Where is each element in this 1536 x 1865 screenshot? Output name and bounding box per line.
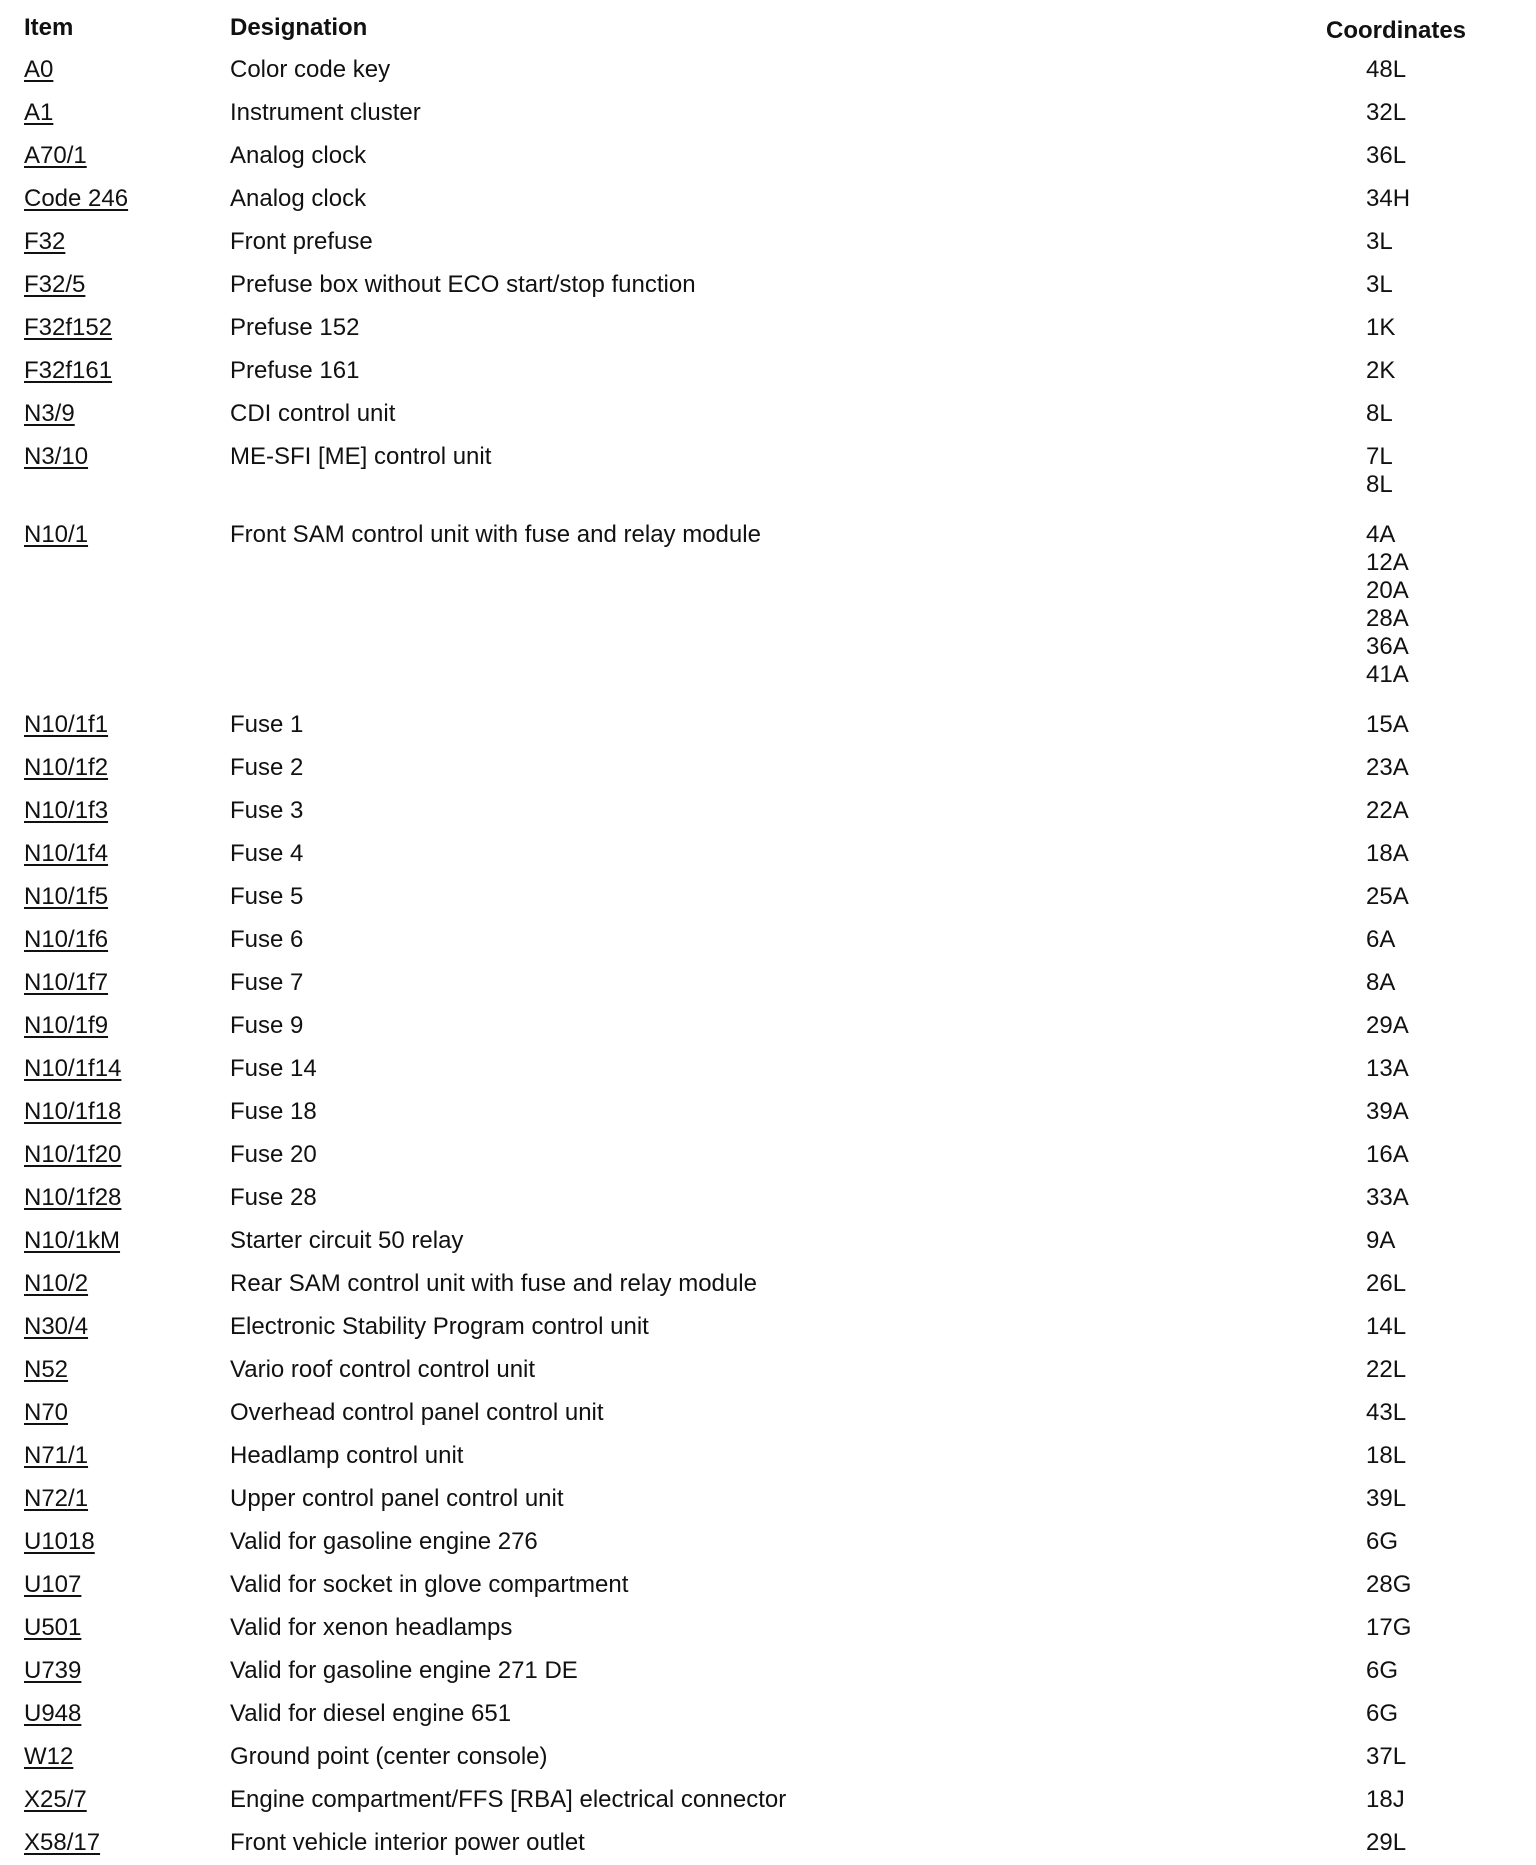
coordinates-cell <box>1366 49 1406 84</box>
coordinates-cell <box>1366 221 1393 256</box>
designation-text: Valid for socket in glove compartment <box>230 1571 629 1598</box>
table-row <box>0 1822 1536 1865</box>
item-link[interactable]: F32/5 <box>24 271 86 298</box>
designation-text: Analog clock <box>230 185 367 212</box>
coordinate-value: 34H <box>1366 185 1411 212</box>
coordinates-cell <box>1366 1435 1406 1470</box>
designation-text: Front prefuse <box>230 228 373 255</box>
designation-text: Fuse 20 <box>230 1141 317 1168</box>
coordinate-value: 18L <box>1366 1442 1407 1469</box>
item-link[interactable]: N10/1f18 <box>24 1098 122 1125</box>
table-row <box>0 514 1536 704</box>
item-link[interactable]: N3/9 <box>24 400 75 427</box>
designation-text: Front vehicle interior power outlet <box>230 1829 585 1856</box>
coordinate-value: 3L <box>1366 271 1393 298</box>
coordinate-value: 3L <box>1366 228 1393 255</box>
coordinates-cell <box>1366 1349 1406 1384</box>
coordinate-value: 18A <box>1366 840 1409 867</box>
coordinate-value: 6A <box>1366 926 1396 953</box>
item-link[interactable]: U501 <box>24 1614 82 1641</box>
item-link[interactable]: F32 <box>24 228 66 255</box>
coordinates-cell <box>1366 1736 1406 1771</box>
coordinate-value: 39L <box>1366 1485 1407 1512</box>
table-row <box>0 1048 1536 1091</box>
item-link[interactable]: U948 <box>24 1700 82 1727</box>
table-row <box>0 1736 1536 1779</box>
item-link[interactable]: N30/4 <box>24 1313 89 1340</box>
designation-text: Valid for xenon headlamps <box>230 1614 513 1641</box>
item-link[interactable]: N10/2 <box>24 1270 89 1297</box>
designation-text: Fuse 6 <box>230 926 304 953</box>
coordinate-value: 39A <box>1366 1098 1409 1125</box>
table-row <box>0 1091 1536 1134</box>
coordinate-value: 18J <box>1366 1786 1405 1813</box>
coordinate-value: 26L <box>1366 1270 1407 1297</box>
coordinates-cell <box>1366 92 1406 127</box>
designation-text: Ground point (center console) <box>230 1743 548 1770</box>
coordinate-value: 28G <box>1366 1571 1412 1598</box>
designation-text: Prefuse 152 <box>230 314 360 341</box>
coordinates-cell <box>1366 1134 1409 1169</box>
designation-text: Overhead control panel control unit <box>230 1399 604 1426</box>
table-row <box>0 264 1536 307</box>
item-link[interactable]: N3/10 <box>24 443 89 470</box>
item-link[interactable]: N10/1 <box>24 521 89 548</box>
coordinate-value: 14L <box>1366 1313 1407 1340</box>
designation-text: Electronic Stability Program control unit <box>230 1313 649 1340</box>
coordinate-value: 29A <box>1366 1012 1409 1039</box>
designation-text: Fuse 9 <box>230 1012 304 1039</box>
designation-text: ME-SFI [ME] control unit <box>230 443 492 470</box>
coordinates-cell <box>1366 1005 1409 1040</box>
header-item: Item <box>24 14 74 41</box>
coordinate-value: 2K <box>1366 357 1396 384</box>
coordinates-cell <box>1366 436 1393 499</box>
coordinates-cell <box>1366 1048 1409 1083</box>
coordinates-cell <box>1366 307 1395 342</box>
coordinate-value: 7L <box>1366 443 1393 470</box>
coordinate-value: 6G <box>1366 1700 1399 1727</box>
coordinates-cell <box>1366 264 1393 299</box>
item-link[interactable]: X25/7 <box>24 1786 87 1813</box>
coordinates-cell <box>1366 790 1409 825</box>
table-row <box>0 1521 1536 1564</box>
coordinates-cell <box>1366 350 1395 385</box>
coordinates-cell <box>1366 919 1395 954</box>
coordinates-cell <box>1366 1306 1406 1341</box>
designation-text: Fuse 4 <box>230 840 304 867</box>
coordinate-value: 43L <box>1366 1399 1407 1426</box>
table-row <box>0 1220 1536 1263</box>
table-row <box>0 1607 1536 1650</box>
coordinates-cell <box>1366 1091 1409 1126</box>
coordinate-value: 13A <box>1366 1055 1409 1082</box>
coordinate-value: 15A <box>1366 711 1409 738</box>
designation-text: Fuse 18 <box>230 1098 317 1125</box>
coordinate-value: 17G <box>1366 1614 1412 1641</box>
item-link[interactable]: N71/1 <box>24 1442 89 1469</box>
designation-text: Fuse 14 <box>230 1055 317 1082</box>
coordinates-cell <box>1366 178 1410 213</box>
item-link[interactable]: N52 <box>24 1356 69 1383</box>
table-row <box>0 49 1536 92</box>
table-row <box>0 1134 1536 1177</box>
item-link[interactable]: N10/1f14 <box>24 1055 122 1082</box>
item-link[interactable]: N10/1f6 <box>24 926 109 953</box>
table-row <box>0 393 1536 436</box>
item-link[interactable]: A1 <box>24 99 54 126</box>
designation-text: CDI control unit <box>230 400 396 427</box>
designation-text: Fuse 5 <box>230 883 304 910</box>
item-link[interactable]: N70 <box>24 1399 69 1426</box>
coordinate-value: 48L <box>1366 56 1407 83</box>
designation-text: Instrument cluster <box>230 99 421 126</box>
item-link[interactable]: N10/1f28 <box>24 1184 122 1211</box>
designation-text: Rear SAM control unit with fuse and relay module <box>230 1270 757 1297</box>
coordinates-cell <box>1366 1177 1409 1212</box>
table-row <box>0 1564 1536 1607</box>
coordinate-value: 41A <box>1366 661 1409 688</box>
item-link[interactable]: U107 <box>24 1571 82 1598</box>
coordinate-value: 33A <box>1366 1184 1409 1211</box>
item-link[interactable]: F32f152 <box>24 314 113 341</box>
coordinates-cell <box>1366 1392 1406 1427</box>
table-row <box>0 790 1536 833</box>
table-row <box>0 350 1536 393</box>
coordinate-value: 28A <box>1366 605 1409 632</box>
coordinates-cell <box>1366 962 1395 997</box>
coordinate-value: 32L <box>1366 99 1407 126</box>
coordinates-cell <box>1366 1693 1398 1728</box>
table-row <box>0 1306 1536 1349</box>
coordinate-value: 6G <box>1366 1528 1399 1555</box>
coordinates-cell <box>1366 393 1393 428</box>
designation-text: Starter circuit 50 relay <box>230 1227 464 1254</box>
coordinate-value: 36L <box>1366 142 1407 169</box>
coordinates-cell <box>1366 1263 1406 1298</box>
item-link[interactable]: N10/1f2 <box>24 754 109 781</box>
table-row <box>0 962 1536 1005</box>
item-link[interactable]: N10/1f9 <box>24 1012 109 1039</box>
designation-text: Fuse 2 <box>230 754 304 781</box>
coordinate-value: 16A <box>1366 1141 1409 1168</box>
designation-text: Valid for gasoline engine 271 DE <box>230 1657 578 1684</box>
coordinate-value: 8L <box>1366 400 1393 427</box>
designation-text: Headlamp control unit <box>230 1442 464 1469</box>
table-row <box>0 221 1536 264</box>
table-row <box>0 704 1536 747</box>
table-row <box>0 1263 1536 1306</box>
coordinate-value: 22A <box>1366 797 1409 824</box>
coordinate-value: 1K <box>1366 314 1396 341</box>
item-link[interactable]: U1018 <box>24 1528 95 1555</box>
designation-text: Vario roof control control unit <box>230 1356 536 1383</box>
table-header <box>0 12 1536 52</box>
item-link[interactable]: A0 <box>24 56 54 83</box>
table-row <box>0 747 1536 790</box>
item-link[interactable]: N72/1 <box>24 1485 89 1512</box>
table-row <box>0 1779 1536 1822</box>
table-row <box>0 1005 1536 1048</box>
coordinate-value: 29L <box>1366 1829 1407 1856</box>
table-row <box>0 919 1536 962</box>
designation-text: Valid for gasoline engine 276 <box>230 1528 538 1555</box>
table-row <box>0 1392 1536 1435</box>
designation-text: Color code key <box>230 56 391 83</box>
header-designation: Designation <box>230 14 368 41</box>
designation-text: Engine compartment/FFS [RBA] electrical connector <box>230 1786 787 1813</box>
coordinate-value: 36A <box>1366 633 1409 660</box>
coordinates-cell <box>1366 747 1409 782</box>
coordinates-cell <box>1366 876 1409 911</box>
designation-text: Fuse 3 <box>230 797 304 824</box>
item-link[interactable]: N10/1f7 <box>24 969 109 996</box>
designation-text: Prefuse 161 <box>230 357 360 384</box>
table-row <box>0 178 1536 221</box>
coordinate-value: 6G <box>1366 1657 1399 1684</box>
table-row <box>0 833 1536 876</box>
item-link[interactable]: U739 <box>24 1657 82 1684</box>
table-row <box>0 1435 1536 1478</box>
component-table <box>0 49 1536 1865</box>
designation-text: Upper control panel control unit <box>230 1485 564 1512</box>
coordinate-value: 20A <box>1366 577 1409 604</box>
coordinates-cell <box>1366 135 1406 170</box>
coordinate-value: 23A <box>1366 754 1409 781</box>
table-row <box>0 92 1536 135</box>
coordinate-value: 9A <box>1366 1227 1396 1254</box>
table-row <box>0 1693 1536 1736</box>
item-link[interactable]: A70/1 <box>24 142 87 169</box>
item-link[interactable]: N10/1f20 <box>24 1141 122 1168</box>
coordinate-value: 4A <box>1366 521 1396 548</box>
table-row <box>0 135 1536 178</box>
designation-text: Fuse 28 <box>230 1184 317 1211</box>
table-row <box>0 1650 1536 1693</box>
item-link[interactable]: W12 <box>24 1743 74 1770</box>
header-coordinates: Coordinates <box>1326 17 1467 44</box>
coordinate-value: 37L <box>1366 1743 1407 1770</box>
item-link[interactable]: N10/1f4 <box>24 840 109 867</box>
item-link[interactable]: N10/1kM <box>24 1227 121 1254</box>
table-row <box>0 307 1536 350</box>
table-row <box>0 1349 1536 1392</box>
table-row <box>0 1177 1536 1220</box>
coordinates-cell <box>1366 1650 1398 1685</box>
designation-text: Valid for diesel engine 651 <box>230 1700 512 1727</box>
designation-text: Fuse 1 <box>230 711 304 738</box>
table-row <box>0 436 1536 514</box>
item-link[interactable]: F32f161 <box>24 357 113 384</box>
coordinates-cell <box>1366 514 1409 689</box>
coordinates-cell <box>1366 704 1409 739</box>
designation-text: Prefuse box without ECO start/stop function <box>230 271 696 298</box>
coordinates-cell <box>1366 1564 1411 1599</box>
item-link[interactable]: N10/1f3 <box>24 797 109 824</box>
coordinates-cell <box>1366 1521 1398 1556</box>
coordinate-value: 25A <box>1366 883 1409 910</box>
coordinates-cell <box>1366 1220 1395 1255</box>
item-link[interactable]: N10/1f5 <box>24 883 109 910</box>
designation-text: Front SAM control unit with fuse and relay module <box>230 521 761 548</box>
coordinates-cell <box>1366 1607 1411 1642</box>
coordinate-value: 12A <box>1366 549 1409 576</box>
coordinates-cell <box>1366 1478 1406 1513</box>
table-row <box>0 1478 1536 1521</box>
coordinate-value: 8L <box>1366 471 1393 498</box>
coordinates-cell <box>1366 833 1409 868</box>
designation-text: Analog clock <box>230 142 367 169</box>
designation-text: Fuse 7 <box>230 969 304 996</box>
item-link[interactable]: X58/17 <box>24 1829 101 1856</box>
item-link[interactable]: N10/1f1 <box>24 711 109 738</box>
table-row <box>0 876 1536 919</box>
coordinates-cell <box>1366 1779 1405 1814</box>
item-link[interactable]: Code 246 <box>24 185 129 212</box>
coordinate-value: 8A <box>1366 969 1396 996</box>
coordinate-value: 22L <box>1366 1356 1407 1383</box>
